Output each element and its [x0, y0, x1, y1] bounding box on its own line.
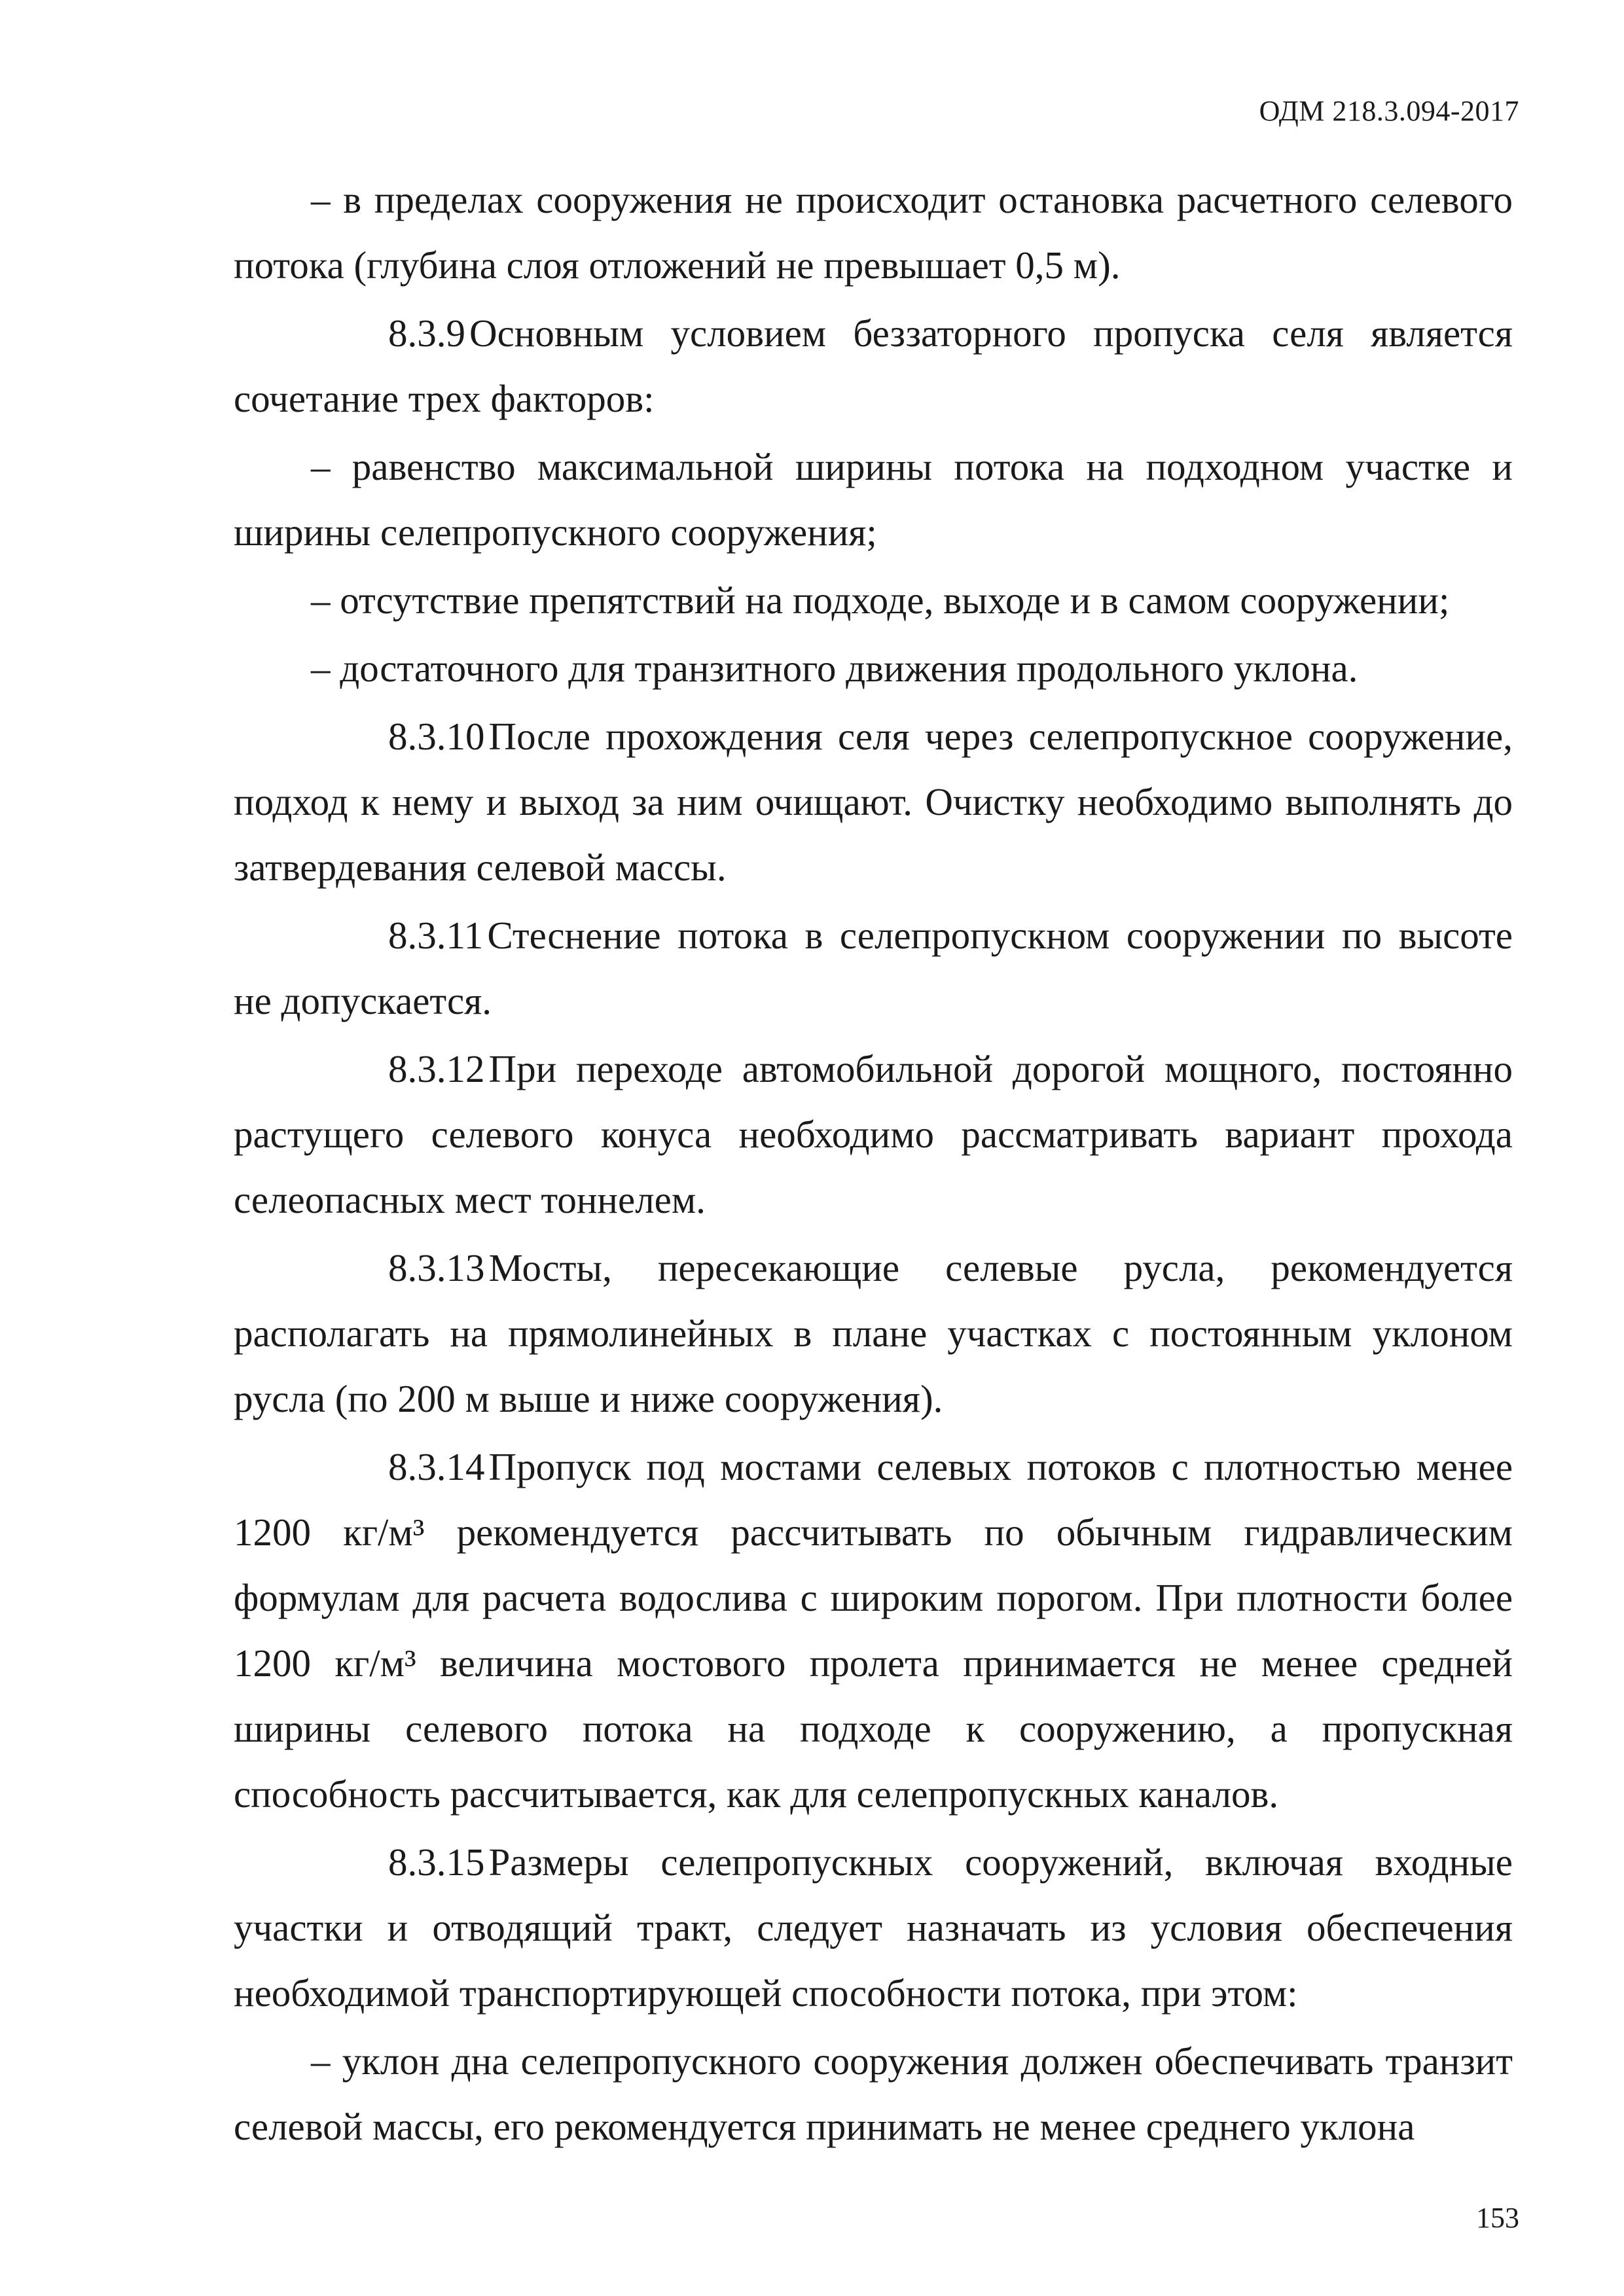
page-number: 153	[1476, 2202, 1519, 2234]
clause-number: 8.3.9	[388, 312, 465, 355]
clause-number: 8.3.12	[388, 1047, 485, 1090]
paragraph-text: – уклон дна селепропускного сооружения должен обеспечивать транзит селевой массы, его рекомендуется принимать не менее среднего уклона	[234, 2039, 1513, 2148]
paragraph-dash-1	[234, 167, 1513, 298]
paragraph-dash-5	[234, 2028, 1513, 2159]
clause-8-3-11	[234, 903, 1513, 1033]
paragraph-text: При переходе автомобильной дорогой мощного, постоянно растущего селевого конуса необходимо рассматривать вариант прохода селеопасных мест тоннелем.	[234, 1047, 1513, 1221]
paragraph-text: – отсутствие препятствий на подходе, выходе и в самом сооружении;	[311, 579, 1450, 622]
paragraph-text: Мосты, пересекающие селевые русла, рекомендуется располагать на прямолинейных в плане участках с постоянным уклоном русла (по 200 м выше и ниже сооружения).	[234, 1246, 1513, 1420]
clause-number: 8.3.14	[388, 1445, 485, 1488]
paragraph-text: – в пределах сооружения не происходит остановка расчетного селевого потока (глубина слоя отложений не превышает 0,5 м).	[234, 178, 1513, 287]
paragraph-dash-4	[234, 636, 1513, 701]
paragraph-dash-3	[234, 567, 1513, 633]
clause-8-3-10	[234, 704, 1513, 900]
clause-8-3-9	[234, 300, 1513, 431]
clause-8-3-14	[234, 1434, 1513, 1827]
clause-8-3-12	[234, 1036, 1513, 1232]
paragraph-dash-2	[234, 434, 1513, 565]
clause-number: 8.3.13	[388, 1246, 485, 1289]
clause-8-3-13	[234, 1235, 1513, 1431]
clause-8-3-15	[234, 1829, 1513, 2026]
paragraph-text: После прохождения селя через селепропускное сооружение, подход к нему и выход за ним очищают. Очистку необходимо выполнять до затвердевания селевой массы.	[234, 715, 1513, 889]
paragraph-text: Основным условием беззаторного пропуска селя является сочетание трех факторов:	[234, 312, 1513, 420]
paragraph-text: – равенство максимальной ширины потока на подходном участке и ширины селепропускного сооружения;	[234, 445, 1513, 554]
document-code: ОДМ 218.3.094-2017	[1259, 95, 1519, 127]
clause-number: 8.3.10	[388, 715, 485, 758]
paragraph-text: Размеры селепропускных сооружений, включая входные участки и отводящий тракт, следует назначать из условия обеспечения необходимой транспортирующей способности потока, при этом:	[234, 1840, 1513, 2015]
clause-number: 8.3.11	[388, 914, 484, 957]
clause-number: 8.3.15	[388, 1840, 485, 1884]
paragraph-text: Пропуск под мостами селевых потоков с плотностью менее 1200 кг/м³ рекомендуется рассчитывать по обычным гидравлическим формулам для расчета водослива с широким порогом. При плотности более 1200 кг/м³ величина мостового пролета принимается не менее средней ширины селевого потока на подходе к сооружению, а пропускная способность рассчитывается, как для селепропускных каналов.	[234, 1445, 1513, 1816]
paragraph-text: Стеснение потока в селепропускном сооружении по высоте не допускается.	[234, 914, 1513, 1022]
paragraph-text: – достаточного для транзитного движения продольного уклона.	[311, 647, 1358, 690]
page-body	[234, 167, 1513, 2162]
